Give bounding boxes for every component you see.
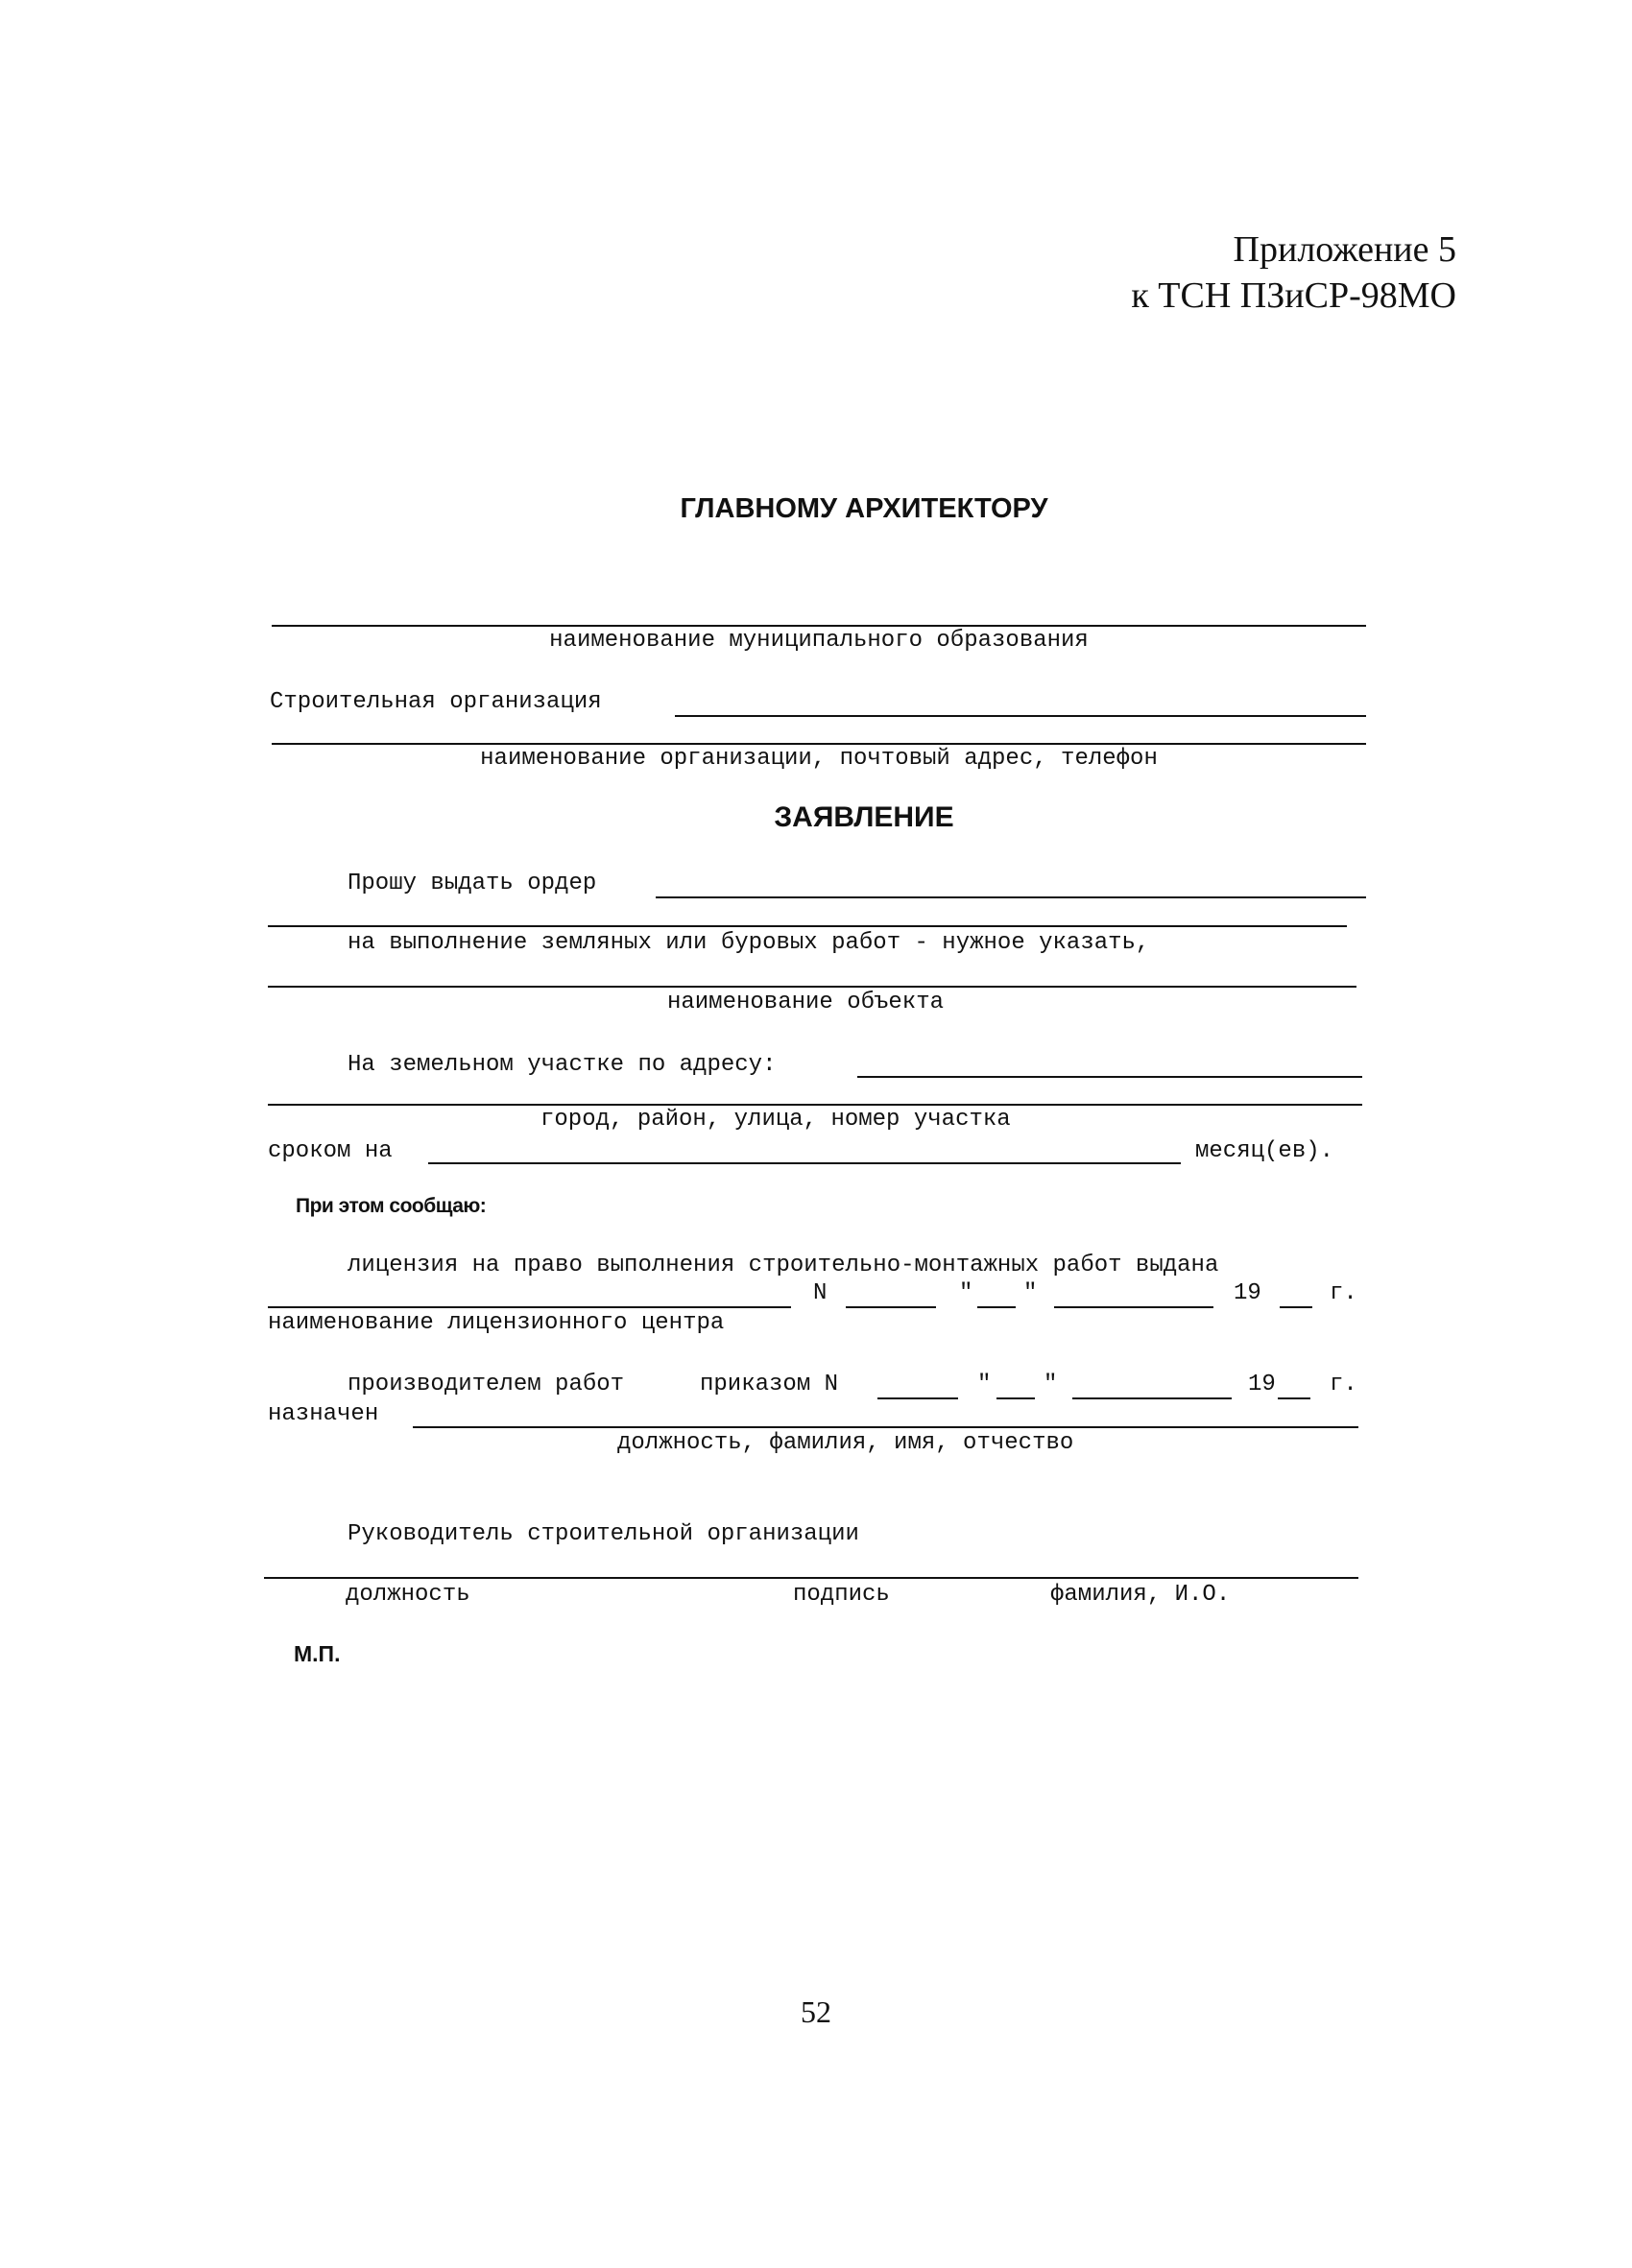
order-year-suffix: г. (1330, 1372, 1357, 1397)
license-center-caption: наименование лицензионного центра (268, 1310, 725, 1336)
notice-label: При этом сообщаю: (296, 1195, 487, 1217)
municipality-caption: наименование муниципального образования (549, 628, 1089, 654)
object-caption: наименование объекта (666, 990, 945, 1015)
order-year-field[interactable] (1278, 1397, 1310, 1399)
order-day-field[interactable] (996, 1397, 1035, 1399)
license-quote-close: " (1023, 1280, 1038, 1306)
term-suffix: месяц(ев). (1195, 1138, 1334, 1164)
org-details-caption: наименование организации, почтовый адрес, телефон (480, 746, 1158, 772)
order-year-prefix: 19 (1248, 1372, 1276, 1397)
order-number-label: приказом N (700, 1372, 839, 1397)
page-number: 52 (801, 1994, 831, 2029)
signature-sign-caption: подпись (793, 1582, 890, 1608)
license-month-field[interactable] (1054, 1306, 1213, 1308)
addressee-heading: ГЛАВНОМУ АРХИТЕКТОРУ (680, 493, 1048, 524)
license-year-field[interactable] (1280, 1306, 1312, 1308)
head-label: Руководитель строительной организации (348, 1521, 859, 1547)
manager-caption: должность, фамилия, имя, отчество (617, 1430, 1074, 1456)
object-line[interactable] (268, 986, 1356, 988)
appendix-label: Приложение 5 (1233, 229, 1456, 270)
order-field[interactable] (656, 896, 1366, 898)
license-day-field[interactable] (977, 1306, 1016, 1308)
work-type-line[interactable] (268, 925, 1347, 927)
license-quote-open: " (959, 1280, 973, 1306)
license-year-suffix: г. (1330, 1280, 1357, 1306)
work-type-caption: на выполнение земляных или буровых работ - нужное указать, (348, 930, 1150, 956)
license-center-field[interactable] (268, 1306, 791, 1308)
producer-label: производителем работ (348, 1372, 625, 1397)
license-number-field[interactable] (846, 1306, 936, 1308)
manager-field[interactable] (413, 1426, 1358, 1428)
appendix-standard: к ТСН ПЗиСР-98МО (1131, 275, 1456, 316)
stamp-label: М.П. (294, 1641, 341, 1666)
order-month-field[interactable] (1072, 1397, 1232, 1399)
signature-line[interactable] (264, 1577, 1358, 1579)
term-prefix: сроком на (268, 1138, 393, 1164)
signature-name-caption: фамилия, И.О. (1050, 1582, 1231, 1608)
term-field[interactable] (428, 1162, 1181, 1164)
plot-label: На земельном участке по адресу: (348, 1052, 777, 1078)
org-details-line[interactable] (272, 743, 1366, 745)
appointed-label: назначен (268, 1401, 379, 1427)
address-line[interactable] (268, 1104, 1362, 1106)
construction-org-label: Строительная организация (270, 689, 602, 715)
request-label: Прошу выдать ордер (348, 871, 597, 896)
address-caption: город, район, улица, номер участка (540, 1107, 1011, 1133)
license-text: лицензия на право выполнения строительно-монтажных работ выдана (348, 1253, 1219, 1278)
signature-position-caption: должность (346, 1582, 470, 1608)
order-number-field[interactable] (877, 1397, 958, 1399)
municipality-line[interactable] (272, 625, 1366, 627)
statement-title: ЗАЯВЛЕНИЕ (774, 801, 954, 833)
construction-org-field[interactable] (675, 715, 1366, 717)
license-number-mark: N (813, 1280, 828, 1306)
order-quote-close: " (1044, 1372, 1058, 1397)
order-quote-open: " (977, 1372, 992, 1397)
license-year-prefix: 19 (1234, 1280, 1261, 1306)
plot-address-field[interactable] (857, 1076, 1362, 1078)
